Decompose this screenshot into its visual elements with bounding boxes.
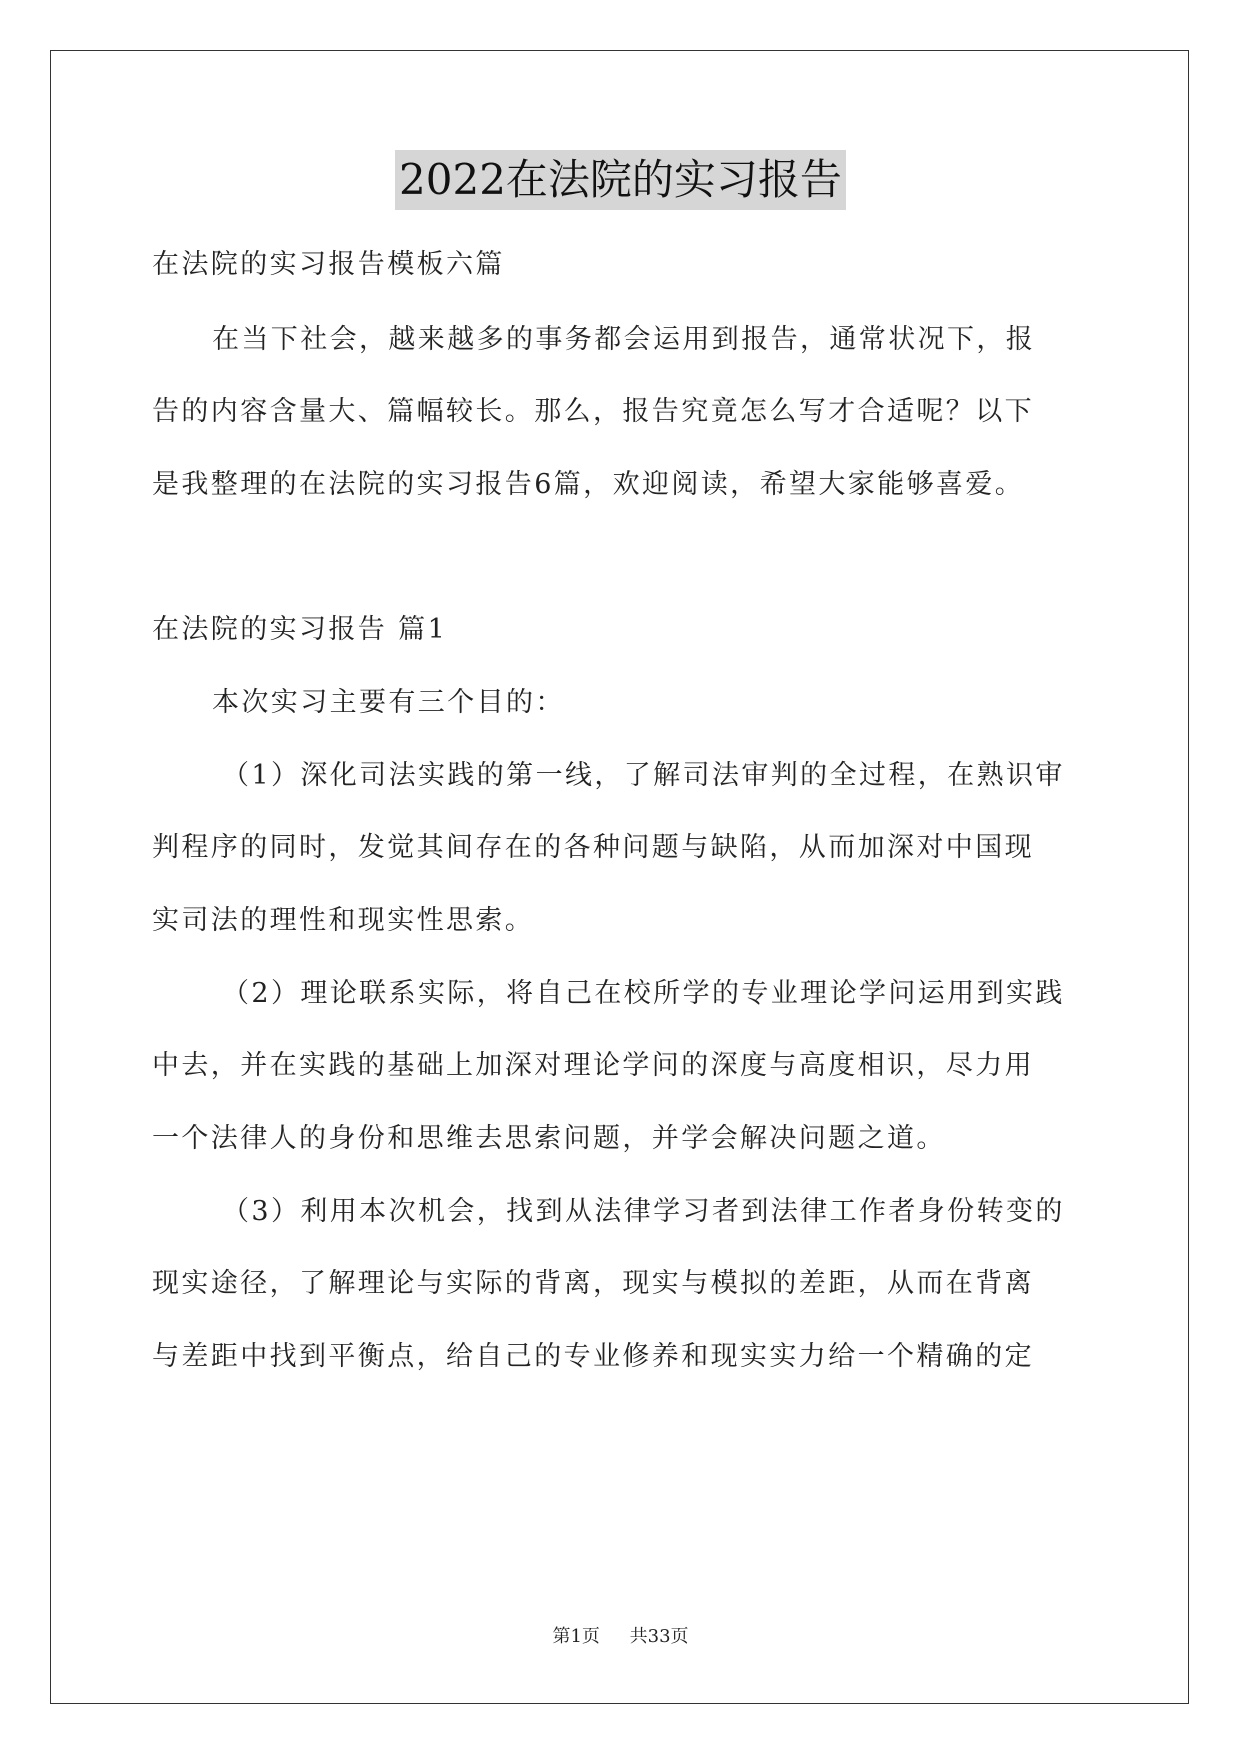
body-line: （1）深化司法实践的第一线，了解司法审判的全过程，在熟识审 <box>222 760 1065 791</box>
subtitle-line: 在法院的实习报告模板六篇 <box>152 249 505 280</box>
page-border <box>50 50 1189 1704</box>
body-line: 本次实习主要有三个目的： <box>212 687 565 718</box>
body-line: 是我整理的在法院的实习报告6篇，欢迎阅读，希望大家能够喜爱。 <box>152 469 1025 500</box>
body-line: 告的内容含量大、篇幅较长。那么，报告究竟怎么写才合适呢？以下 <box>152 396 1034 427</box>
title-container <box>0 150 1241 210</box>
document-title: 2022在法院的实习报告 <box>395 150 846 210</box>
body-line: 实司法的理性和现实性思索。 <box>152 905 535 936</box>
body-line: 判程序的同时，发觉其间存在的各种问题与缺陷，从而加深对中国现 <box>152 832 1034 863</box>
page-number: 第1页 <box>552 1626 600 1647</box>
body-line: 现实途径，了解理论与实际的背离，现实与模拟的差距，从而在背离 <box>152 1268 1034 1299</box>
body-line: 与差距中找到平衡点，给自己的专业修养和现实实力给一个精确的定 <box>152 1341 1034 1372</box>
body-line: 一个法律人的身份和思维去思索问题，并学会解决问题之道。 <box>152 1123 946 1154</box>
body-line: （2）理论联系实际，将自己在校所学的专业理论学问运用到实践 <box>222 978 1065 1009</box>
page-footer <box>0 1625 1241 1649</box>
page-total: 共33页 <box>629 1626 689 1647</box>
section-heading: 在法院的实习报告 篇1 <box>152 614 448 645</box>
body-line: 中去，并在实践的基础上加深对理论学问的深度与高度相识，尽力用 <box>152 1050 1034 1081</box>
body-line: 在当下社会，越来越多的事务都会运用到报告，通常状况下，报 <box>212 324 1036 355</box>
body-line: （3）利用本次机会，找到从法律学习者到法律工作者身份转变的 <box>222 1196 1065 1227</box>
